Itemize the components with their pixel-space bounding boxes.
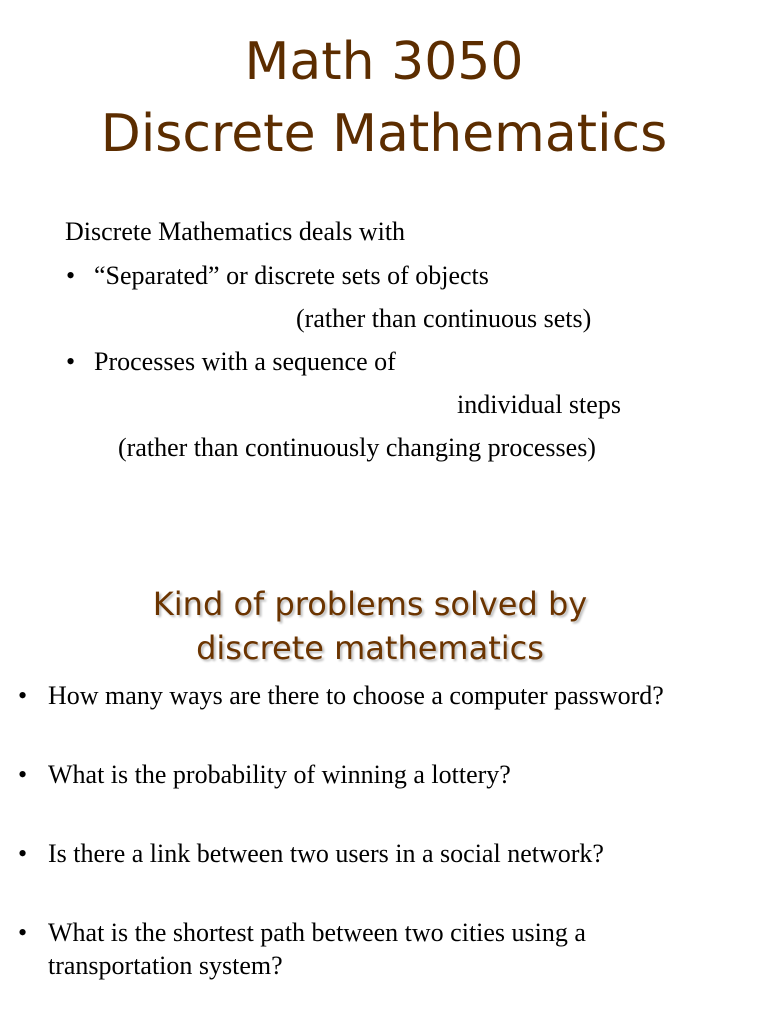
intro-bullet-2: Processes with a sequence of — [94, 347, 396, 376]
problem-item-1: How many ways are there to choose a computer password? — [48, 681, 664, 710]
intro-bullet-1: “Separated” or discrete sets of objects — [94, 261, 489, 290]
intro-bullet-1-continuation: (rather than continuous sets) — [296, 304, 592, 333]
problem-item-4-line-2: transportation system? — [48, 951, 283, 980]
problem-item-2: What is the probability of winning a lottery? — [48, 760, 511, 789]
bullet-glyph: • — [18, 918, 28, 947]
problem-item-3: Is there a link between two users in a social network? — [48, 839, 604, 868]
bullet-glyph: • — [18, 839, 28, 868]
bullet-glyph: • — [66, 261, 76, 290]
intro-lead: Discrete Mathematics deals with — [65, 217, 406, 246]
problem-item-4-line-1: What is the shortest path between two cities using a — [48, 918, 586, 947]
bullet-glyph: • — [18, 760, 28, 789]
page-title-line-1: Math 3050 — [244, 32, 524, 92]
problems-heading-line-2: discrete mathematics — [196, 629, 544, 667]
bullet-glyph: • — [66, 347, 76, 376]
bullet-glyph: • — [18, 681, 28, 710]
intro-bullet-2-continuation-2: (rather than continuously changing processes) — [118, 433, 596, 462]
page-title-line-2: Discrete Mathematics — [100, 104, 668, 164]
problems-heading-line-1: Kind of problems solved by — [152, 585, 588, 623]
intro-bullet-2-continuation: individual steps — [457, 390, 621, 419]
